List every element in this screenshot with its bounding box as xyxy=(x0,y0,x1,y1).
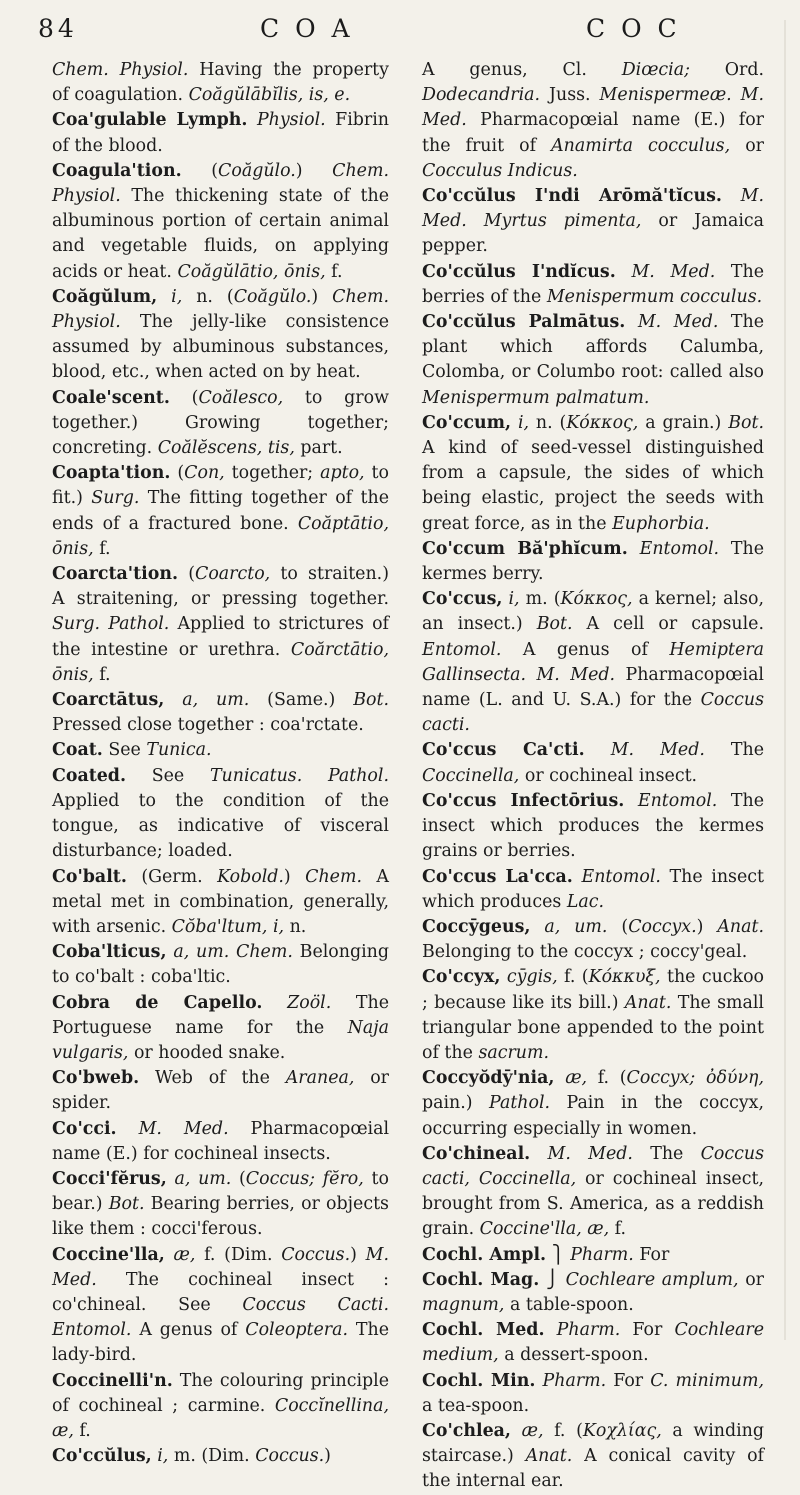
entry-italic-text: Chem. Physiol. xyxy=(52,286,389,333)
entry-headword: Coba'lticus, xyxy=(52,942,167,963)
entry-italic-text: M. Med. xyxy=(547,1143,633,1164)
entry-italic-text: Coccinella, xyxy=(422,765,520,786)
dictionary-entry xyxy=(422,965,764,1066)
entry-text: or cochineal insect, brought from S. America, as a reddish grain. xyxy=(422,1168,764,1240)
entry-italic-text: Anat. xyxy=(525,1446,573,1467)
dictionary-entry xyxy=(422,260,764,310)
entry-headword: Coarcta'tion. xyxy=(52,564,179,585)
entry-text: or spider. xyxy=(52,1068,389,1114)
entry-italic-text: Coăgŭlo. xyxy=(218,160,296,181)
entry-italic-text: a, um. xyxy=(544,916,608,937)
left-column xyxy=(52,58,389,1469)
entry-italic-text: Dodecandria. xyxy=(422,85,541,106)
entry-headword: Coccine'lla, xyxy=(52,1244,165,1265)
dictionary-entry xyxy=(422,1419,764,1495)
entry-text: f. ( xyxy=(557,967,589,988)
entry-italic-text: Cochleare medium, xyxy=(422,1320,764,1366)
dictionary-entry xyxy=(422,411,764,537)
entry-text: a dessert-spoon. xyxy=(498,1345,649,1366)
entry-italic-text: M. Med. xyxy=(631,261,716,282)
entry-text: ) xyxy=(311,286,333,307)
entry-text: A genus of xyxy=(501,639,670,660)
entry-headword: Coa'gulable Lymph. xyxy=(52,110,248,131)
entry-text xyxy=(511,413,518,433)
entry-text: (Same.) xyxy=(249,690,354,711)
entry-headword: Co'ccus, xyxy=(422,589,503,610)
entry-text: m. ( xyxy=(519,589,561,610)
dictionary-entry xyxy=(422,1318,764,1368)
entry-text xyxy=(585,740,611,760)
entry-text: Applied to the condition of the tongue, as indicative of visceral disturbance; loaded. xyxy=(52,790,389,862)
entry-text: The thickening state of the albuminous portion of certain animal and vegetable fluids, on applying acids or heat. xyxy=(52,186,389,282)
entry-text: m. (Dim. xyxy=(168,1446,256,1467)
entry-headword: Co'ccus Infectōrius. xyxy=(422,790,625,811)
entry-text: n. ( xyxy=(182,286,234,307)
entry-italic-text: æ, xyxy=(173,1244,196,1265)
page-number: 84 xyxy=(38,14,78,43)
entry-italic-text: a, um. xyxy=(182,690,250,711)
entry-italic-text: Pharm. xyxy=(556,1320,621,1341)
entry-italic-text: C. minimum, xyxy=(650,1370,764,1391)
entry-headword: Co'ccum, xyxy=(422,412,512,433)
entry-text: part. xyxy=(294,438,343,459)
entry-italic-text: Anat. xyxy=(624,992,672,1013)
entry-text xyxy=(263,993,288,1013)
entry-headword: Coagula'tion. xyxy=(52,160,182,181)
entry-text: Pharmacopœial name (L. and U. S.A.) for the xyxy=(422,664,764,711)
entry-text: ( xyxy=(178,564,196,585)
entry-text: f. xyxy=(325,261,343,282)
dictionary-entry xyxy=(422,537,764,587)
entry-headword: Co'chlea, xyxy=(422,1420,511,1441)
dictionary-entry xyxy=(422,58,764,184)
dictionary-entry xyxy=(52,285,389,386)
entry-text: Bearing berries, or objects like them : cocci'ferous. xyxy=(52,1194,389,1240)
entry-text: A genus, Cl. xyxy=(422,60,622,80)
entry-text: together; xyxy=(224,463,321,484)
entry-italic-text: Bot. xyxy=(353,690,390,711)
entry-text: A cell or capsule. xyxy=(572,614,764,635)
entry-headword: Coccinelli'n. xyxy=(52,1370,173,1391)
entry-italic-text: Tunica. xyxy=(146,740,212,761)
entry-headword: Co'balt. xyxy=(52,866,127,887)
entry-headword: Cochl. Min. xyxy=(422,1370,536,1391)
dictionary-entry xyxy=(52,58,389,108)
entry-italic-text: Con, xyxy=(184,463,225,484)
entry-italic-text: Coccĭnellina, æ, xyxy=(52,1395,389,1441)
entry-italic-text: Tunicatus. Pathol. xyxy=(209,765,389,786)
entry-text: the cuckoo ; because like its bill.) xyxy=(422,967,765,1013)
entry-text: or hooded snake. xyxy=(128,1042,286,1063)
entry-headword: Cochl. Mag. xyxy=(422,1269,540,1290)
entry-text xyxy=(530,1144,547,1164)
entry-text xyxy=(628,539,640,559)
entry-text xyxy=(573,867,582,887)
entry-italic-text: Aranea, xyxy=(285,1068,355,1089)
entry-text: The kermes berry. xyxy=(422,538,764,585)
entry-headword: Coarctātus, xyxy=(52,690,165,711)
entry-text: ) xyxy=(283,866,306,887)
entry-italic-text: Κόκκυξ, xyxy=(588,967,661,988)
entry-text: The fitting together of the ends of a fractured bone. xyxy=(52,488,389,534)
entry-text xyxy=(157,287,171,307)
entry-text: ) xyxy=(295,160,333,181)
entry-italic-text: Anamirta cocculus, xyxy=(551,135,731,156)
entry-headword: Co'ccyx, xyxy=(422,967,501,988)
entry-italic-text: a, um. xyxy=(174,1168,232,1189)
entry-italic-text: Menispermum cocculus. xyxy=(546,286,763,307)
entry-italic-text: M. Med. Myrtus pimenta, xyxy=(422,186,764,232)
entry-text xyxy=(530,917,544,937)
entry-headword: Cochl. Ampl. xyxy=(422,1244,547,1265)
entry-text: to fit.) xyxy=(52,463,389,509)
dictionary-entry xyxy=(52,738,389,763)
entry-text: f. xyxy=(93,538,111,559)
entry-italic-text: Coccus cacti, Coccinella, xyxy=(422,1143,764,1189)
entry-text: f. xyxy=(609,1219,627,1240)
entry-italic-text: M. Med. xyxy=(138,1118,229,1139)
entry-text: Fibrin of the blood. xyxy=(52,110,389,156)
entry-italic-text: M. Med. xyxy=(610,740,705,761)
entry-italic-text: cȳgis, xyxy=(506,967,558,988)
entry-text: ) xyxy=(324,1446,331,1467)
entry-text: a tea-spoon. xyxy=(422,1395,530,1416)
entry-text: ( xyxy=(181,160,219,181)
entry-text: n. ( xyxy=(529,412,567,433)
entry-italic-text: Coăgŭlābĭlis, is, e. xyxy=(188,85,351,106)
entry-text: or Jamaica pepper. xyxy=(422,211,764,257)
entry-italic-text: Surg. xyxy=(91,488,140,509)
entry-italic-text: apto, xyxy=(320,463,365,484)
dictionary-entry xyxy=(52,1444,389,1469)
dictionary-entry xyxy=(52,865,389,941)
entry-text: Pharmacopœial name (E.) for the fruit of xyxy=(422,110,764,156)
entry-italic-text: Bot. xyxy=(728,412,765,433)
dictionary-entry xyxy=(52,940,389,990)
entry-headword: Cocci'fĕrus, xyxy=(52,1168,167,1189)
entry-italic-text: Entomol. xyxy=(422,639,502,660)
entry-text: Belonging to co'balt : coba'ltic. xyxy=(52,942,390,988)
entry-italic-text: Coărctātio, ōnis, xyxy=(52,639,389,685)
entry-italic-text: Euphorbia. xyxy=(612,513,710,534)
entry-text: Pharmacopœial name (E.) for cochineal insects. xyxy=(52,1118,390,1164)
dictionary-entry xyxy=(52,562,389,688)
entry-italic-text: Menispermeæ. M. Med. xyxy=(422,85,765,131)
entry-italic-text: Coăgŭlo. xyxy=(233,286,312,307)
entry-text: See xyxy=(102,740,147,761)
dictionary-entry xyxy=(52,1117,389,1167)
entry-headword: Co'ccŭlus I'ndĭcus. xyxy=(422,261,616,282)
entry-text: The insect which produces xyxy=(422,866,764,912)
entry-headword: Coăgŭlum, xyxy=(52,286,158,307)
entry-text: pain.) xyxy=(422,1093,490,1114)
entry-italic-text: Coccus; fĕro, xyxy=(245,1168,364,1189)
entry-italic-text: æ, xyxy=(565,1068,588,1089)
entry-text: or xyxy=(730,135,764,156)
entry-italic-text: M. Med. xyxy=(637,312,719,333)
entry-italic-text: Kobold. xyxy=(217,866,284,887)
entry-text: The insect which produces the kermes grains or berries. xyxy=(422,790,764,862)
entry-text xyxy=(555,1068,566,1088)
entry-text: n. xyxy=(284,916,307,937)
entry-italic-text: Naja vulgaris, xyxy=(52,1017,389,1063)
dictionary-entry xyxy=(52,1167,389,1243)
entry-italic-text: i, xyxy=(171,286,183,307)
entry-italic-text: Lac. xyxy=(566,891,605,912)
dictionary-entry xyxy=(52,1369,389,1445)
entry-text xyxy=(247,110,256,130)
entry-text: Pressed close together : coa'rctate. xyxy=(52,715,364,736)
entry-italic-text: Coăptātio, ōnis, xyxy=(52,513,389,559)
entry-italic-text: Κόκκος, xyxy=(560,589,633,610)
dictionary-entry xyxy=(52,1066,389,1116)
dictionary-entry xyxy=(422,789,764,865)
entry-italic-text: Bot. xyxy=(108,1194,145,1215)
entry-italic-text: æ, xyxy=(521,1420,544,1441)
entry-text xyxy=(117,1119,139,1139)
entry-headword: Coccyŏdȳ'nia, xyxy=(422,1068,555,1089)
entry-text: a winding staircase.) xyxy=(422,1420,765,1467)
entry-text: or xyxy=(738,1269,764,1290)
entry-italic-text: Cochleare amplum, xyxy=(565,1269,739,1290)
entry-italic-text: sacrum. xyxy=(478,1042,550,1063)
entry-italic-text: Entomol. xyxy=(637,790,718,811)
entry-text: The colouring principle of cochineal ; carmine. xyxy=(52,1370,389,1416)
entry-italic-text: Coccus. xyxy=(255,1446,325,1467)
entry-italic-text: Coccus. xyxy=(281,1244,351,1265)
entry-text: A kind of seed-vessel distinguished from a capsule, the sides of which being elastic, project the seeds with great force, as in the xyxy=(422,438,764,534)
entry-text: a kernel; also, an insect.) xyxy=(422,589,764,635)
entry-italic-text: Chem. Physiol. xyxy=(52,160,389,207)
entry-headword: Coapta'tion. xyxy=(52,463,171,484)
entry-italic-text: Pathol. xyxy=(489,1093,551,1114)
entry-text xyxy=(625,312,638,332)
entry-text xyxy=(511,1421,522,1441)
dictionary-entry xyxy=(422,587,764,738)
entry-italic-text: Entomol. xyxy=(581,866,661,887)
entry-italic-text: Entomol. xyxy=(639,538,720,559)
entry-italic-text: Chem. xyxy=(305,866,362,887)
entry-italic-text: Coleoptera. xyxy=(245,1320,348,1341)
entry-text: A metal met in combination, generally, with arsenic. xyxy=(52,866,389,937)
entry-text: f. ( xyxy=(587,1068,627,1089)
entry-text: ) xyxy=(696,916,718,937)
entry-italic-text: Cocculus Indicus. xyxy=(422,160,578,181)
entry-text: For xyxy=(606,1370,651,1391)
entry-italic-text: Bot. xyxy=(536,614,573,635)
entry-text xyxy=(535,1371,542,1391)
entry-text: ⎫ xyxy=(546,1244,571,1265)
dictionary-entry xyxy=(52,764,389,865)
entry-text: Juss. xyxy=(540,85,600,106)
entry-text: The berries of the xyxy=(422,261,765,307)
entry-text: Ord. xyxy=(689,60,764,80)
entry-italic-text: i, xyxy=(508,589,520,610)
dictionary-entry xyxy=(52,688,389,738)
entry-text: ( xyxy=(169,387,199,408)
dictionary-entry xyxy=(52,159,389,285)
dictionary-entry xyxy=(422,1369,764,1419)
entry-italic-text: Κοχλίας, xyxy=(582,1420,662,1441)
dictionary-entry xyxy=(52,386,389,462)
entry-headword: Coale'scent. xyxy=(52,387,170,408)
entry-headword: Co'chineal. xyxy=(422,1143,531,1164)
entry-text: to grow together.) Growing together; concreting. xyxy=(52,387,389,459)
left-guide-word: C O A xyxy=(260,14,354,43)
entry-text: ⎭ xyxy=(539,1269,566,1290)
entry-italic-text: Chem. Physiol. xyxy=(52,60,189,80)
entry-headword: Co'ccŭlus, xyxy=(52,1446,152,1467)
entry-headword: Co'ccŭlus I'ndi Arōmă'tĭcus. xyxy=(422,186,722,207)
entry-italic-text: a, um. Chem. xyxy=(173,942,293,963)
entry-text: ( xyxy=(170,463,185,484)
entry-italic-text: magnum, xyxy=(422,1294,505,1315)
entry-text: Belonging to the coccyx ; coccy'geal. xyxy=(422,942,748,963)
entry-headword: Co'bweb. xyxy=(52,1068,140,1089)
entry-italic-text: Pharm. xyxy=(570,1244,634,1265)
entry-text: or cochineal insect. xyxy=(519,765,698,786)
entry-text: a table-spoon. xyxy=(504,1294,634,1315)
entry-text: f. (Dim. xyxy=(195,1244,282,1265)
entry-text: Pain in the coccyx, occurring especially in women. xyxy=(422,1093,764,1139)
dictionary-entry xyxy=(422,915,764,965)
entry-text xyxy=(164,690,182,710)
entry-text: The Portuguese name for the xyxy=(52,992,390,1038)
entry-text: A genus of xyxy=(131,1320,246,1341)
entry-headword: Coat. xyxy=(52,740,103,761)
dictionary-entry xyxy=(52,461,389,562)
entry-italic-text: Κόκκος, xyxy=(566,412,639,433)
entry-text: f. xyxy=(93,664,111,685)
entry-italic-text: Coăgŭlātio, ōnis, xyxy=(177,261,326,282)
entry-text xyxy=(722,186,741,206)
entry-text: f. xyxy=(73,1420,91,1441)
entry-text: The plant which affords Calumba, Colomba, or Columbo root: called also xyxy=(422,312,765,383)
entry-text: Having the property of coagulation. xyxy=(52,60,389,106)
entry-italic-text: Coccyx. xyxy=(628,916,697,937)
entry-headword: Co'cci. xyxy=(52,1118,117,1139)
dictionary-entry xyxy=(422,1268,764,1318)
entry-text: ( xyxy=(607,916,629,937)
entry-text: to straiten.) A straitening, or pressing together. xyxy=(52,564,389,610)
entry-italic-text: Coccine'lla, æ, xyxy=(479,1219,610,1240)
entry-italic-text: Coccyx; ὀδύνη, xyxy=(626,1068,765,1089)
entry-headword: Coccȳgeus, xyxy=(422,916,531,937)
page-header xyxy=(38,14,762,48)
entry-text xyxy=(624,791,638,811)
entry-italic-text: Zoöl. xyxy=(287,992,332,1013)
dictionary-entry xyxy=(52,108,389,158)
entry-text: The xyxy=(704,740,764,761)
entry-italic-text: Hemiptera Gallinsecta. M. Med. xyxy=(422,639,764,685)
right-column xyxy=(422,58,764,1495)
entry-italic-text: Coarcto, xyxy=(195,564,271,585)
dictionary-entry xyxy=(422,310,764,411)
entry-italic-text: i, xyxy=(157,1446,169,1467)
entry-text xyxy=(545,1320,557,1340)
entry-text: Applied to strictures of the intestine or urethra. xyxy=(52,614,389,660)
entry-italic-text: M. Med. xyxy=(52,1244,389,1290)
entry-headword: Coated. xyxy=(52,765,127,786)
entry-italic-text: i, xyxy=(517,412,530,433)
entry-text: a grain.) xyxy=(638,412,729,433)
entry-headword: Co'ccus La'cca. xyxy=(422,866,573,887)
entry-text: For xyxy=(620,1320,675,1341)
entry-text: ( xyxy=(231,1168,246,1189)
entry-text xyxy=(165,1245,174,1265)
dictionary-entry xyxy=(52,1243,389,1369)
entry-headword: Cochl. Med. xyxy=(422,1320,545,1341)
entry-text: The small triangular bone appended to the point of the xyxy=(422,992,764,1063)
dictionary-entry xyxy=(52,991,389,1067)
entry-italic-text: Cŏba'ltum, i, xyxy=(171,916,285,937)
entry-text: The lady-bird. xyxy=(52,1320,390,1366)
entry-text: For xyxy=(633,1244,670,1265)
entry-text: The xyxy=(632,1143,701,1164)
entry-italic-text: Pharm. xyxy=(542,1370,607,1391)
entry-text: (Germ. xyxy=(126,866,218,887)
dictionary-entry xyxy=(422,1243,764,1268)
entry-text xyxy=(616,262,632,282)
entry-text: See xyxy=(126,765,210,786)
entry-headword: Co'ccum Bă'phĭcum. xyxy=(422,538,628,559)
entry-text: A conical cavity of the internal ear. xyxy=(422,1446,764,1492)
dictionary-entry xyxy=(422,184,764,260)
entry-italic-text: Coccus Cacti. Entomol. xyxy=(52,1294,390,1341)
entry-italic-text: Diœcia; xyxy=(621,60,690,80)
right-guide-word: C O C xyxy=(586,14,681,43)
entry-text: The cochineal insect : co'chineal. See xyxy=(52,1269,389,1315)
entry-italic-text: Coălĕscens, tis, xyxy=(157,438,295,459)
entry-headword: Co'ccus Ca'cti. xyxy=(422,740,585,761)
entry-text: f. ( xyxy=(543,1420,583,1441)
entry-italic-text: Anat. xyxy=(717,916,764,937)
entry-italic-text: Menispermum palmatum. xyxy=(422,387,650,408)
entry-text: to bear.) xyxy=(52,1168,389,1215)
dictionary-entry xyxy=(422,1142,764,1243)
dictionary-entry xyxy=(422,865,764,915)
page-edge-shadow xyxy=(784,20,786,1340)
entry-text: The jelly-like consistence assumed by albuminous substances, blood, etc., when acted on by heat. xyxy=(52,312,389,383)
entry-italic-text: Surg. Pathol. xyxy=(52,614,170,635)
dictionary-entry xyxy=(422,1066,764,1142)
entry-italic-text: Physiol. xyxy=(256,110,326,131)
entry-text: ) xyxy=(350,1244,366,1265)
entry-text: Web of the xyxy=(139,1068,286,1089)
entry-italic-text: Coccus cacti. xyxy=(422,690,764,736)
entry-headword: Cobra de Capello. xyxy=(52,992,263,1013)
entry-italic-text: Coălesco, xyxy=(198,387,284,408)
dictionary-entry xyxy=(422,738,764,788)
entry-headword: Co'ccŭlus Palmātus. xyxy=(422,312,626,333)
